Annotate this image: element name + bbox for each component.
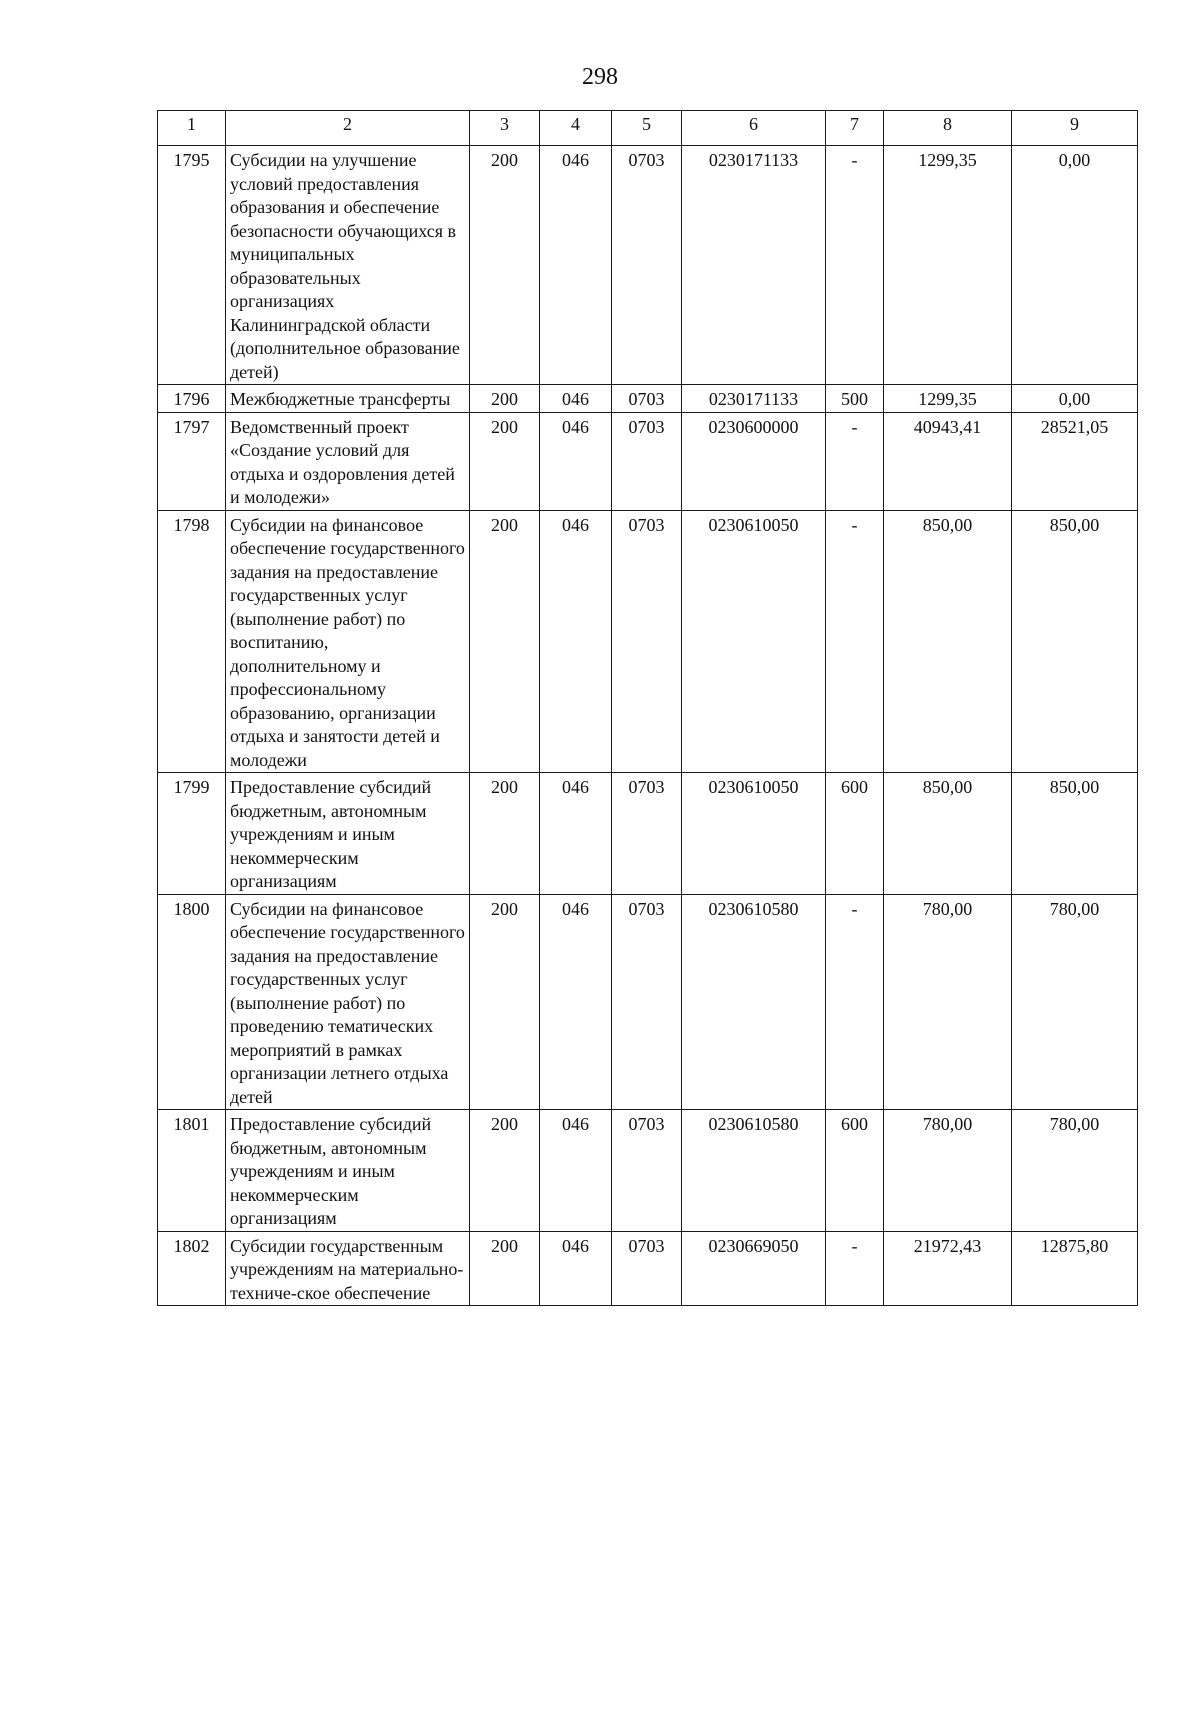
amount-col9-cell: 0,00 [1012, 146, 1138, 385]
code-col3-cell: 200 [470, 894, 540, 1110]
column-header-7: 7 [826, 111, 884, 146]
amount-col8-cell: 780,00 [884, 1110, 1012, 1232]
column-header-4: 4 [540, 111, 612, 146]
code-col6-cell: 0230171133 [682, 385, 826, 413]
amount-col9-cell: 850,00 [1012, 773, 1138, 895]
amount-col9-cell: 780,00 [1012, 1110, 1138, 1232]
item-name-cell: Предоставление субсидий бюджетным, автономным учреждениям и иным некоммерческим организациям [226, 1110, 470, 1232]
code-col3-cell: 200 [470, 1110, 540, 1232]
header-row [158, 111, 1138, 146]
table-row [158, 894, 1138, 1110]
item-name-cell: Предоставление субсидий бюджетным, автономным учреждениям и иным некоммерческим организациям [226, 773, 470, 895]
table-header [158, 111, 1138, 146]
amount-col9-cell: 12875,80 [1012, 1231, 1138, 1306]
column-header-6: 6 [682, 111, 826, 146]
code-col4-cell: 046 [540, 773, 612, 895]
table-row [158, 146, 1138, 385]
row-number-cell: 1801 [158, 1110, 226, 1232]
amount-col9-cell: 28521,05 [1012, 412, 1138, 510]
item-name-cell: Субсидии на финансовое обеспечение государственного задания на предоставление государственных услуг (выполнение работ) по воспитанию, дополнительному и профессиональному образованию, организации отдыха и занятости детей и молодежи [226, 510, 470, 773]
code-col3-cell: 200 [470, 385, 540, 413]
code-col3-cell: 200 [470, 510, 540, 773]
amount-col8-cell: 850,00 [884, 510, 1012, 773]
code-col4-cell: 046 [540, 1231, 612, 1306]
code-col5-cell: 0703 [612, 894, 682, 1110]
row-number-cell: 1802 [158, 1231, 226, 1306]
code-col5-cell: 0703 [612, 773, 682, 895]
code-col6-cell: 0230669050 [682, 1231, 826, 1306]
table-row [158, 1231, 1138, 1306]
column-header-3: 3 [470, 111, 540, 146]
row-number-cell: 1800 [158, 894, 226, 1110]
row-number-cell: 1795 [158, 146, 226, 385]
code-col3-cell: 200 [470, 1231, 540, 1306]
code-col7-cell: - [826, 510, 884, 773]
code-col4-cell: 046 [540, 146, 612, 385]
table-row [158, 385, 1138, 413]
code-col5-cell: 0703 [612, 1231, 682, 1306]
item-name-cell: Субсидии на улучшение условий предоставления образования и обеспечение безопасности обучающихся в муниципальных образовательных организациях Калининградской области (дополнительное образование детей) [226, 146, 470, 385]
row-number-cell: 1797 [158, 412, 226, 510]
code-col3-cell: 200 [470, 146, 540, 385]
column-header-9: 9 [1012, 111, 1138, 146]
row-number-cell: 1796 [158, 385, 226, 413]
table-row [158, 412, 1138, 510]
code-col5-cell: 0703 [612, 412, 682, 510]
code-col7-cell: 500 [826, 385, 884, 413]
code-col7-cell: - [826, 412, 884, 510]
code-col6-cell: 0230610050 [682, 510, 826, 773]
code-col4-cell: 046 [540, 894, 612, 1110]
amount-col8-cell: 780,00 [884, 894, 1012, 1110]
code-col4-cell: 046 [540, 385, 612, 413]
code-col4-cell: 046 [540, 1110, 612, 1232]
code-col3-cell: 200 [470, 773, 540, 895]
amount-col8-cell: 850,00 [884, 773, 1012, 895]
amount-col9-cell: 780,00 [1012, 894, 1138, 1110]
table-row [158, 510, 1138, 773]
column-header-8: 8 [884, 111, 1012, 146]
page-number: 298 [582, 64, 618, 90]
item-name-cell: Межбюджетные трансферты [226, 385, 470, 413]
code-col6-cell: 0230600000 [682, 412, 826, 510]
code-col5-cell: 0703 [612, 1110, 682, 1232]
code-col7-cell: 600 [826, 1110, 884, 1232]
code-col4-cell: 046 [540, 510, 612, 773]
amount-col8-cell: 40943,41 [884, 412, 1012, 510]
row-number-cell: 1798 [158, 510, 226, 773]
budget-table [157, 110, 1138, 1306]
code-col3-cell: 200 [470, 412, 540, 510]
code-col7-cell: - [826, 146, 884, 385]
item-name-cell: Субсидии на финансовое обеспечение государственного задания на предоставление государственных услуг (выполнение работ) по проведению тематических мероприятий в рамках организации летнего отдыха детей [226, 894, 470, 1110]
code-col5-cell: 0703 [612, 385, 682, 413]
code-col6-cell: 0230610580 [682, 1110, 826, 1232]
row-number-cell: 1799 [158, 773, 226, 895]
item-name-cell: Ведомственный проект «Создание условий для отдыха и оздоровления детей и молодежи» [226, 412, 470, 510]
table-row [158, 773, 1138, 895]
code-col7-cell: - [826, 894, 884, 1110]
code-col6-cell: 0230610580 [682, 894, 826, 1110]
code-col6-cell: 0230171133 [682, 146, 826, 385]
amount-col8-cell: 1299,35 [884, 146, 1012, 385]
amount-col8-cell: 21972,43 [884, 1231, 1012, 1306]
code-col7-cell: 600 [826, 773, 884, 895]
item-name-cell: Субсидии государственным учреждениям на материально-техниче-ское обеспечение [226, 1231, 470, 1306]
table-row [158, 1110, 1138, 1232]
table-body [158, 146, 1138, 1306]
amount-col8-cell: 1299,35 [884, 385, 1012, 413]
column-header-1: 1 [158, 111, 226, 146]
column-header-5: 5 [612, 111, 682, 146]
amount-col9-cell: 850,00 [1012, 510, 1138, 773]
code-col4-cell: 046 [540, 412, 612, 510]
code-col5-cell: 0703 [612, 510, 682, 773]
code-col5-cell: 0703 [612, 146, 682, 385]
amount-col9-cell: 0,00 [1012, 385, 1138, 413]
column-header-2: 2 [226, 111, 470, 146]
code-col7-cell: - [826, 1231, 884, 1306]
code-col6-cell: 0230610050 [682, 773, 826, 895]
